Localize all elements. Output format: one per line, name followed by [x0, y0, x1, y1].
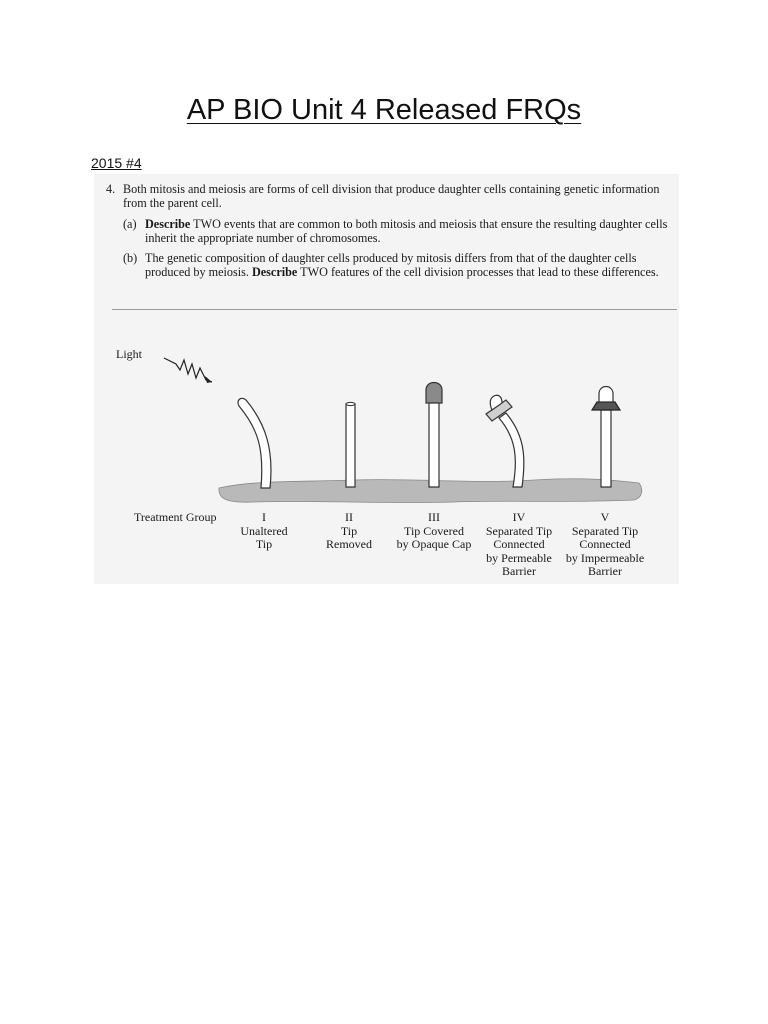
impermeable-barrier [592, 402, 620, 410]
question-intro-line1: Both mitosis and meiosis are forms of cell division that produce daughter cells containing genetic information [123, 182, 660, 196]
plant-group-1 [238, 398, 271, 488]
divider-line [112, 309, 677, 310]
part-a-label: (a) [123, 217, 137, 231]
group-desc-line: Connected [579, 537, 631, 551]
group-numeral: III [428, 510, 440, 524]
plant-group-3 [426, 383, 442, 488]
light-label: Light [116, 347, 142, 361]
part-b-line1: The genetic composition of daughter cells produced by mitosis differs from that of the daughter cells [145, 251, 637, 265]
group-numeral: IV [512, 510, 526, 524]
group-desc-line: by Permeable [486, 550, 552, 565]
group-desc-line: Separated Tip [571, 523, 639, 538]
question-intro-line2: from the parent cell. [123, 196, 222, 210]
group-desc-line: Tip [340, 523, 358, 538]
part-b-text-a: produced by meiosis. [145, 265, 252, 279]
group-numeral: II [345, 510, 353, 524]
group-label-5 [559, 511, 651, 579]
opaque-cap [426, 383, 442, 404]
group-label-3 [389, 511, 479, 552]
separated-tip-5 [599, 387, 613, 403]
group-desc-line: Connected [493, 537, 545, 551]
page-title: AP BIO Unit 4 Released FRQs [186, 94, 582, 126]
group-desc-line: Barrier [588, 564, 622, 578]
part-b-text-b: TWO features of the cell division processes that lead to these differences. [297, 265, 659, 279]
plant-group-5 [592, 387, 620, 488]
group-desc-line: Barrier [502, 564, 536, 578]
plant-group-2 [346, 402, 355, 487]
section-heading: 2015 #4 [91, 155, 142, 171]
part-a-line1 [145, 217, 667, 231]
group-numeral: I [262, 510, 266, 524]
group-desc-line: by Opaque Cap [396, 537, 472, 551]
group-desc-line: Separated Tip [485, 523, 553, 538]
group-label-1 [224, 511, 304, 552]
part-b-line2 [145, 265, 659, 279]
group-desc-line: Tip [255, 537, 273, 551]
group-label-4 [474, 511, 564, 579]
group-numeral: V [600, 510, 610, 524]
group-desc-line: Unaltered [240, 523, 288, 538]
part-a-bold: Describe [145, 217, 191, 231]
coleoptile-diagram [94, 340, 679, 510]
part-a-line2: inherit the appropriate number of chromosomes. [145, 231, 381, 245]
plant-group-4 [486, 395, 524, 487]
group-label-2 [309, 511, 389, 552]
part-b-label: (b) [123, 251, 138, 265]
light-arrowhead-icon [205, 376, 212, 383]
treatment-group-label: Treatment Group [134, 510, 217, 524]
group-desc-line: Removed [326, 537, 372, 551]
part-b-bold: Describe [251, 265, 298, 279]
group-desc-line: by Impermeable [565, 550, 645, 565]
question-number: 4. [106, 182, 116, 196]
group-desc-line: Tip Covered [404, 523, 464, 538]
light-zigzag-icon [164, 358, 212, 382]
part-a-text: TWO events that are common to both mitosis and meiosis that ensure the resulting daughter cells [190, 217, 668, 231]
